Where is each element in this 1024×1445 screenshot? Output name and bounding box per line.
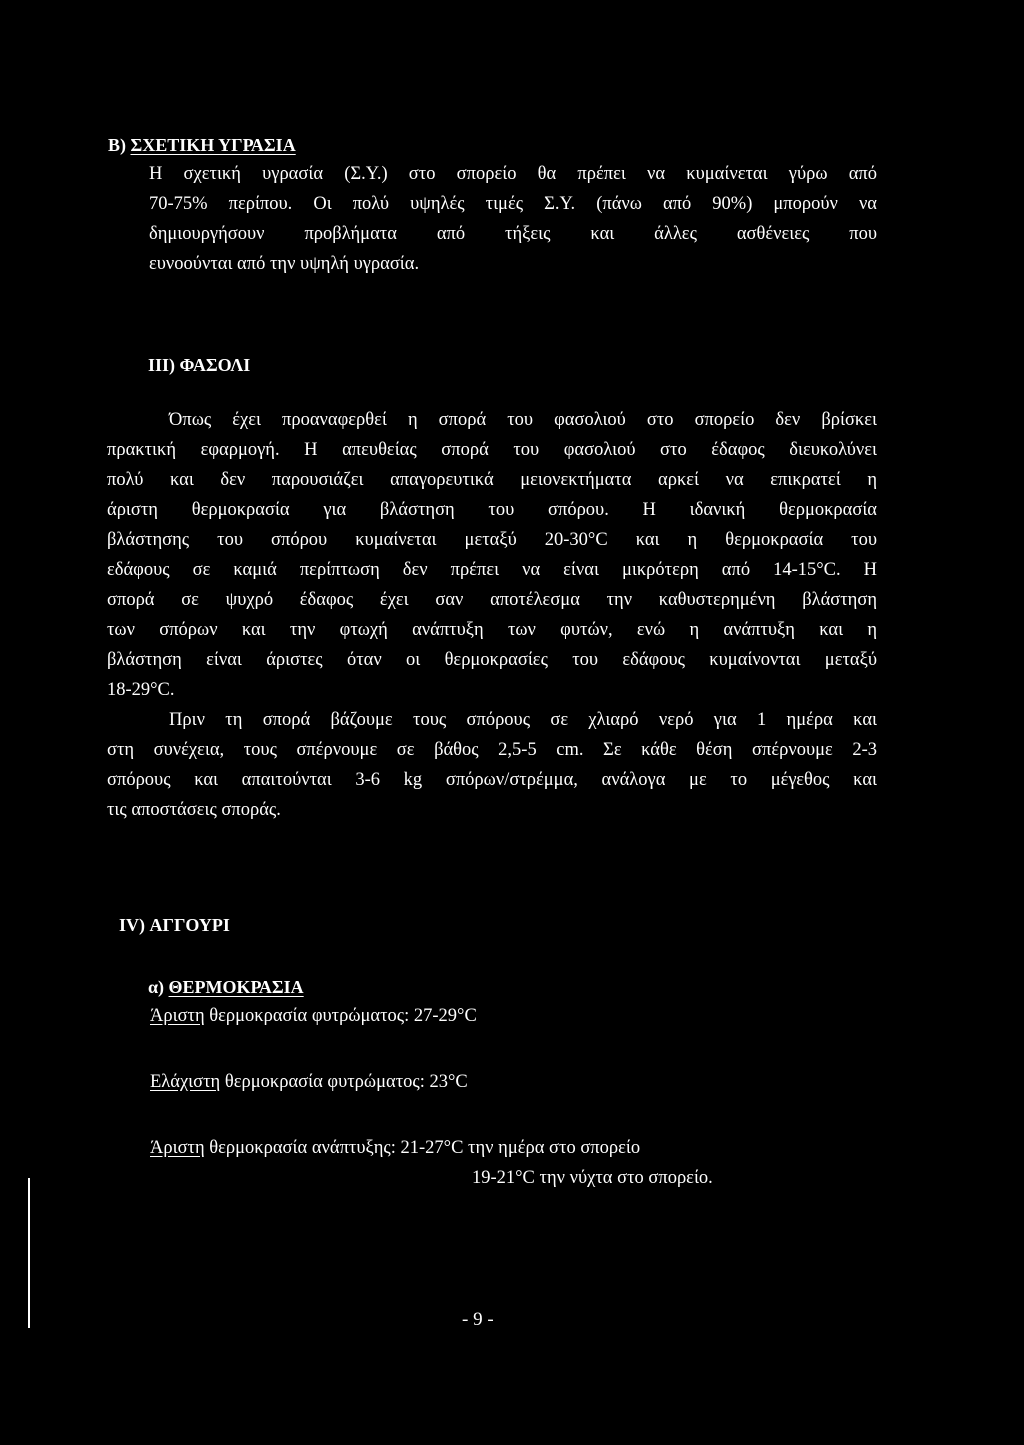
subheading-title: ΘΕΡΜΟΚΡΑΣΙΑ (168, 977, 304, 997)
row-text: θερμοκρασία φυτρώματος: 23°C (220, 1072, 468, 1092)
section-iii-body (107, 405, 877, 825)
temperature-row (150, 1001, 477, 1031)
section-iv-heading: ΙV) ΑΓΓΟΥΡΙ (119, 915, 230, 935)
subheading-prefix: α) (148, 977, 165, 997)
temperature-row (150, 1133, 640, 1163)
text-line: τις αποστάσεις σποράς. (107, 800, 281, 820)
row-label: Άριστη (150, 1006, 205, 1026)
temperature-row-continuation: 19-21°C την νύχτα στο σπορείο. (472, 1168, 713, 1188)
text-line: Η σχετική υγρασία (Σ.Υ.) στο σπορείο θα πρέπει να κυμαίνεται γύρω από (149, 164, 877, 184)
text-line: Πριν τη σπορά βάζουμε τους σπόρους σε χλιαρό νερό για 1 ημέρα και (169, 710, 877, 730)
section-b-body (149, 159, 877, 279)
row-label: Άριστη (150, 1138, 205, 1158)
text-line: σπόρους και απαιτούνται 3-6 kg σπόρων/στρέμμα, ανάλογα με το μέγεθος και (107, 770, 877, 790)
text-line: στη συνέχεια, τους σπέρνουμε σε βάθος 2,5-5 cm. Σε κάθε θέση σπέρνουμε 2-3 (107, 740, 877, 760)
text-line: των σπόρων και την φτωχή ανάπτυξη των φυτών, ενώ η ανάπτυξη και η (107, 620, 877, 640)
text-line: εδάφους σε καμιά περίπτωση δεν πρέπει να είναι μικρότερη από 14-15°C. Η (107, 560, 877, 580)
section-iii-heading: ΙΙΙ) ΦΑΣΟΛΙ (148, 355, 251, 375)
temperature-row (150, 1067, 468, 1097)
text-line: βλάστησης του σπόρου κυμαίνεται μεταξύ 20-30°C και η θερμοκρασία του (107, 530, 877, 550)
section-iv-subheading (148, 972, 304, 1002)
text-line: άριστη θερμοκρασία για βλάστηση του σπόρου. Η ιδανική θερμοκρασία (107, 500, 877, 520)
section-b-title: ΣΧΕΤΙΚΗ ΥΓΡΑΣΙΑ (130, 135, 296, 155)
text-line: ευνοούνται από την υψηλή υγρασία. (149, 254, 420, 274)
row-text: θερμοκρασία φυτρώματος: 27-29°C (204, 1006, 477, 1026)
text-line: πρακτική εφαρμογή. Η απευθείας σπορά του φασολιού στο έδαφος διευκολύνει (107, 440, 877, 460)
text-line: πολύ και δεν παρουσιάζει απαγορευτικά μειονεκτήματα αρκεί να επικρατεί η (107, 470, 877, 490)
page-number: - 9 - (462, 1309, 494, 1330)
text-line: 70-75% περίπου. Οι πολύ υψηλές τιμές Σ.Υ. (πάνω από 90%) μπορούν να (149, 194, 877, 214)
text-line: 18-29°C. (107, 680, 175, 700)
text-line: δημιουργήσουν προβλήματα από τήξεις και άλλες ασθένειες που (149, 224, 877, 244)
section-b-prefix: Β) (108, 135, 126, 155)
row-text: θερμοκρασία ανάπτυξης: 21-27°C την ημέρα στο σπορείο (204, 1138, 641, 1158)
row-label: Ελάχιστη (150, 1072, 221, 1092)
section-b-heading (108, 130, 296, 160)
margin-rule (28, 1178, 30, 1328)
text-line: βλάστηση είναι άριστες όταν οι θερμοκρασίες του εδάφους κυμαίνονται μεταξύ (107, 650, 877, 670)
text-line: σπορά σε ψυχρό έδαφος έχει σαν αποτέλεσμα την καθυστερημένη βλάστηση (107, 590, 877, 610)
text-line: Όπως έχει προαναφερθεί η σπορά του φασολιού στο σπορείο δεν βρίσκει (169, 410, 877, 430)
